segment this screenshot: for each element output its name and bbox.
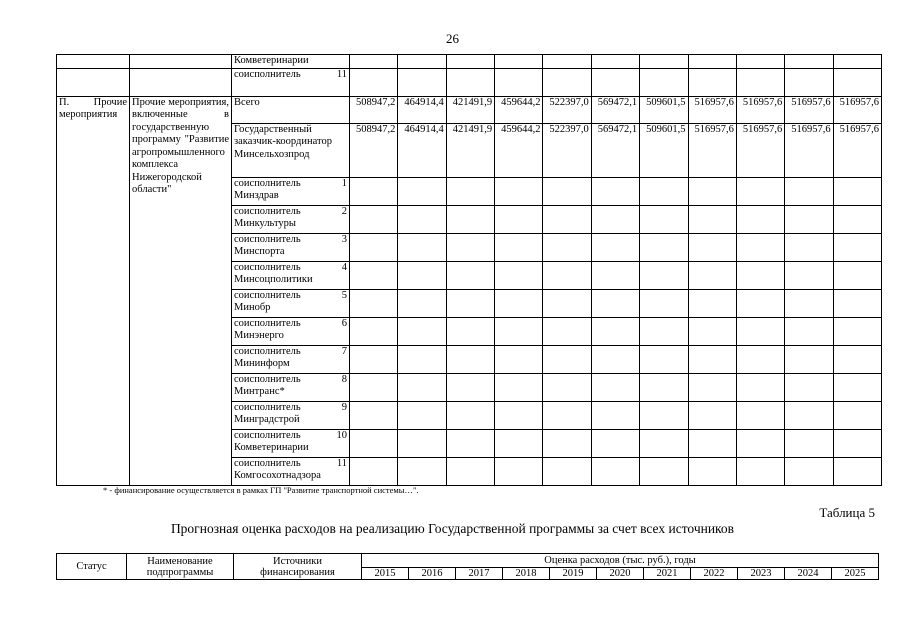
value-cell <box>591 261 639 289</box>
value-cell <box>398 55 446 69</box>
value-cell <box>495 373 543 401</box>
value-cell <box>350 289 398 317</box>
source-cell <box>232 457 350 485</box>
value-cell <box>688 261 736 289</box>
value-cell <box>785 233 833 261</box>
coexecutor-number: 3 <box>341 233 347 245</box>
source-cell <box>232 373 350 401</box>
value-cell <box>591 457 639 485</box>
value-cell: 509601,5 <box>640 123 688 177</box>
coexecutor-number: 11 <box>336 68 347 80</box>
value-cell: 516957,6 <box>736 96 784 123</box>
value-cell <box>591 345 639 373</box>
value-cell <box>688 177 736 205</box>
year-cell: 2022 <box>691 568 738 580</box>
value-cell <box>350 317 398 345</box>
coexecutor-word: соисполнитель <box>234 68 301 80</box>
value-cell: 516957,6 <box>833 96 881 123</box>
value-cell: 421491,9 <box>446 96 494 123</box>
value-cell <box>446 205 494 233</box>
value-cell <box>543 345 591 373</box>
source-cell <box>232 55 350 69</box>
value-cell <box>688 317 736 345</box>
value-cell <box>398 177 446 205</box>
coexecutor-number: 8 <box>341 373 347 385</box>
year-cell: 2016 <box>409 568 456 580</box>
value-cell <box>350 177 398 205</box>
value-cell: 508947,2 <box>350 123 398 177</box>
value-cell <box>688 401 736 429</box>
value-cell <box>398 68 446 96</box>
coexecutor-word: соисполнитель <box>234 317 301 329</box>
value-cell <box>688 289 736 317</box>
value-cell <box>591 177 639 205</box>
value-cell <box>736 289 784 317</box>
value-cell <box>398 261 446 289</box>
value-cell <box>785 457 833 485</box>
value-cell <box>350 401 398 429</box>
value-cell <box>398 233 446 261</box>
value-cell <box>495 177 543 205</box>
value-cell <box>398 429 446 457</box>
value-cell: 522397,0 <box>543 123 591 177</box>
value-cell <box>350 261 398 289</box>
value-cell <box>785 261 833 289</box>
program-cell: Прочие мероприятия, включенные в государственную программу "Развитие агропромышленного комплекса Нижегородской области" <box>130 96 232 485</box>
value-cell <box>640 289 688 317</box>
value-cell: 516957,6 <box>833 123 881 177</box>
coexecutor-word: соисполнитель <box>234 177 301 189</box>
value-cell <box>398 345 446 373</box>
value-cell <box>833 457 881 485</box>
year-cell: 2025 <box>832 568 879 580</box>
source-cell <box>232 401 350 429</box>
source-cell <box>232 261 350 289</box>
value-cell <box>350 233 398 261</box>
value-cell <box>736 205 784 233</box>
value-cell <box>688 457 736 485</box>
value-cell <box>785 68 833 96</box>
value-cell: 421491,9 <box>446 123 494 177</box>
value-cell: 464914,4 <box>398 96 446 123</box>
value-cell <box>495 55 543 69</box>
value-cell <box>736 55 784 69</box>
table-row-total <box>57 96 882 123</box>
value-cell <box>543 429 591 457</box>
coexecutor-org: Минтранс* <box>234 386 285 397</box>
program-cell <box>130 55 232 69</box>
table-title: Прогнозная оценка расходов на реализацию Государственной программы за счет всех источников <box>170 521 735 536</box>
coexecutor-org: Минкультуры <box>234 218 296 229</box>
value-cell <box>446 289 494 317</box>
value-cell <box>446 457 494 485</box>
value-cell <box>495 68 543 96</box>
value-cell <box>785 345 833 373</box>
value-cell <box>736 177 784 205</box>
source-cell <box>232 289 350 317</box>
header-sources: Источники финансирования <box>234 554 362 580</box>
coexecutor-org: Минградстрой <box>234 414 300 425</box>
value-cell <box>591 317 639 345</box>
value-cell <box>785 55 833 69</box>
value-cell <box>350 457 398 485</box>
coexecutor-word: соисполнитель <box>234 261 301 273</box>
value-cell <box>446 317 494 345</box>
value-cell <box>446 68 494 96</box>
value-cell: 459644,2 <box>495 123 543 177</box>
value-cell <box>833 401 881 429</box>
table-row <box>57 68 882 96</box>
value-cell <box>591 289 639 317</box>
coexecutor-word: соисполнитель <box>234 401 301 413</box>
value-cell <box>833 345 881 373</box>
coexecutor-org: Минспорта <box>234 246 285 257</box>
year-cell: 2015 <box>362 568 409 580</box>
value-cell <box>543 68 591 96</box>
source-cell <box>232 429 350 457</box>
value-cell <box>350 345 398 373</box>
financing-table <box>56 54 882 486</box>
value-cell <box>833 55 881 69</box>
table-row <box>57 55 882 69</box>
page-number: 26 <box>446 31 459 46</box>
value-cell <box>495 345 543 373</box>
value-cell <box>688 373 736 401</box>
value-cell <box>688 233 736 261</box>
value-cell <box>785 373 833 401</box>
coexecutor-word: соисполнитель <box>234 373 301 385</box>
value-cell <box>398 457 446 485</box>
value-cell <box>446 429 494 457</box>
coexecutor-org: Комгосохотнадзора <box>234 470 321 481</box>
value-cell <box>398 289 446 317</box>
value-cell <box>591 55 639 69</box>
value-cell <box>591 68 639 96</box>
value-cell: 509601,5 <box>640 96 688 123</box>
value-cell <box>833 233 881 261</box>
coexecutor-word: соисполнитель <box>234 205 301 217</box>
coexecutor-word: соисполнитель <box>234 233 301 245</box>
coexecutor-number: 5 <box>341 289 347 301</box>
coexecutor-word: соисполнитель <box>234 345 301 357</box>
coexecutor-org: Комветеринарии <box>234 442 309 453</box>
value-cell <box>640 68 688 96</box>
value-cell <box>446 55 494 69</box>
value-cell <box>350 429 398 457</box>
coexecutor-number: 6 <box>341 317 347 329</box>
value-cell <box>785 317 833 345</box>
coexecutor-number: 9 <box>341 401 347 413</box>
value-cell <box>640 429 688 457</box>
value-cell <box>446 261 494 289</box>
value-cell <box>833 317 881 345</box>
value-cell <box>833 373 881 401</box>
value-cell <box>350 68 398 96</box>
coexecutor-org: Минздрав <box>234 190 279 201</box>
value-cell <box>591 429 639 457</box>
value-cell <box>543 317 591 345</box>
program-cell <box>130 68 232 96</box>
source-cell <box>232 233 350 261</box>
value-cell: 516957,6 <box>785 96 833 123</box>
value-cell <box>688 429 736 457</box>
coexecutor-org: Мининформ <box>234 358 290 369</box>
value-cell <box>785 177 833 205</box>
value-cell <box>446 373 494 401</box>
source-cell <box>232 177 350 205</box>
status-cell: П. Прочие мероприятия <box>57 96 130 485</box>
value-cell <box>640 177 688 205</box>
value-cell <box>833 68 881 96</box>
value-cell <box>833 429 881 457</box>
value-cell <box>495 429 543 457</box>
value-cell <box>591 401 639 429</box>
header-status: Статус <box>57 554 127 580</box>
value-cell <box>736 317 784 345</box>
value-cell <box>495 401 543 429</box>
value-cell: 508947,2 <box>350 96 398 123</box>
coexecutor-org: Минсоцполитики <box>234 274 313 285</box>
value-cell <box>688 68 736 96</box>
value-cell <box>736 373 784 401</box>
value-cell <box>446 177 494 205</box>
value-cell <box>495 261 543 289</box>
value-cell <box>543 233 591 261</box>
source-cell <box>232 205 350 233</box>
value-cell <box>640 457 688 485</box>
value-cell: 516957,6 <box>736 123 784 177</box>
coexecutor-word: соисполнитель <box>234 457 301 469</box>
value-cell <box>543 55 591 69</box>
value-cell <box>785 205 833 233</box>
year-cell: 2019 <box>550 568 597 580</box>
value-cell <box>640 401 688 429</box>
value-cell <box>350 205 398 233</box>
value-cell: 464914,4 <box>398 123 446 177</box>
value-cell <box>495 457 543 485</box>
value-cell: 522397,0 <box>543 96 591 123</box>
coexecutor-number: 1 <box>341 177 347 189</box>
value-cell <box>398 401 446 429</box>
value-cell <box>640 317 688 345</box>
value-cell <box>736 233 784 261</box>
source-cell: Всего <box>232 96 350 123</box>
value-cell <box>591 205 639 233</box>
coexecutor-number: 4 <box>341 261 347 273</box>
coexecutor-org: Минобр <box>234 302 271 313</box>
value-cell <box>640 261 688 289</box>
year-cell: 2023 <box>738 568 785 580</box>
coexecutor-number: 2 <box>341 205 347 217</box>
value-cell <box>785 289 833 317</box>
value-cell <box>785 401 833 429</box>
table-label: Таблица 5 <box>819 505 875 520</box>
value-cell <box>495 289 543 317</box>
value-cell <box>543 457 591 485</box>
value-cell <box>736 345 784 373</box>
year-cell: 2020 <box>597 568 644 580</box>
forecast-table-header <box>56 553 879 580</box>
value-cell <box>543 205 591 233</box>
value-cell <box>350 55 398 69</box>
value-cell <box>398 373 446 401</box>
coexecutor-org: Минэнерго <box>234 330 284 341</box>
value-cell <box>688 205 736 233</box>
footnote: * - финансирование осуществляется в рамках ГП "Развитие транспортной системы…". <box>103 485 419 495</box>
value-cell <box>640 233 688 261</box>
value-cell <box>446 345 494 373</box>
coexecutor-number: 11 <box>336 457 347 469</box>
coexecutor-word: соисполнитель <box>234 289 301 301</box>
coexecutor-org: Комветеринарии <box>234 55 309 66</box>
value-cell <box>591 373 639 401</box>
value-cell <box>543 401 591 429</box>
value-cell <box>543 289 591 317</box>
year-cell: 2017 <box>456 568 503 580</box>
status-cell <box>57 68 130 96</box>
value-cell <box>736 261 784 289</box>
value-cell <box>398 317 446 345</box>
value-cell <box>736 401 784 429</box>
value-cell: 516957,6 <box>688 96 736 123</box>
value-cell <box>446 233 494 261</box>
source-cell <box>232 317 350 345</box>
source-cell <box>232 345 350 373</box>
value-cell <box>591 233 639 261</box>
value-cell <box>736 429 784 457</box>
value-cell <box>688 345 736 373</box>
value-cell <box>688 55 736 69</box>
value-cell <box>446 401 494 429</box>
value-cell <box>640 205 688 233</box>
value-cell: 516957,6 <box>785 123 833 177</box>
value-cell <box>350 373 398 401</box>
value-cell <box>640 55 688 69</box>
value-cell: 516957,6 <box>688 123 736 177</box>
value-cell <box>833 177 881 205</box>
value-cell <box>495 317 543 345</box>
value-cell <box>495 205 543 233</box>
status-cell <box>57 55 130 69</box>
year-cell: 2024 <box>785 568 832 580</box>
coexecutor-word: соисполнитель <box>234 429 301 441</box>
value-cell <box>785 429 833 457</box>
value-cell <box>640 373 688 401</box>
source-cell: Государственный заказчик-координатор Минсельхозпрод <box>232 123 350 177</box>
header-subprogram: Наименование подпрограммы <box>127 554 234 580</box>
value-cell: 459644,2 <box>495 96 543 123</box>
value-cell <box>833 289 881 317</box>
source-cell <box>232 68 350 96</box>
value-cell: 569472,1 <box>591 96 639 123</box>
value-cell <box>640 345 688 373</box>
value-cell <box>495 233 543 261</box>
value-cell <box>833 261 881 289</box>
year-cell: 2021 <box>644 568 691 580</box>
year-cell: 2018 <box>503 568 550 580</box>
value-cell <box>543 373 591 401</box>
value-cell <box>833 205 881 233</box>
value-cell <box>736 68 784 96</box>
value-cell: 569472,1 <box>591 123 639 177</box>
value-cell <box>543 261 591 289</box>
value-cell <box>736 457 784 485</box>
header-estimate: Оценка расходов (тыс. руб.), годы <box>362 554 879 568</box>
coexecutor-number: 7 <box>341 345 347 357</box>
coexecutor-number: 10 <box>336 429 347 441</box>
value-cell <box>543 177 591 205</box>
value-cell <box>398 205 446 233</box>
